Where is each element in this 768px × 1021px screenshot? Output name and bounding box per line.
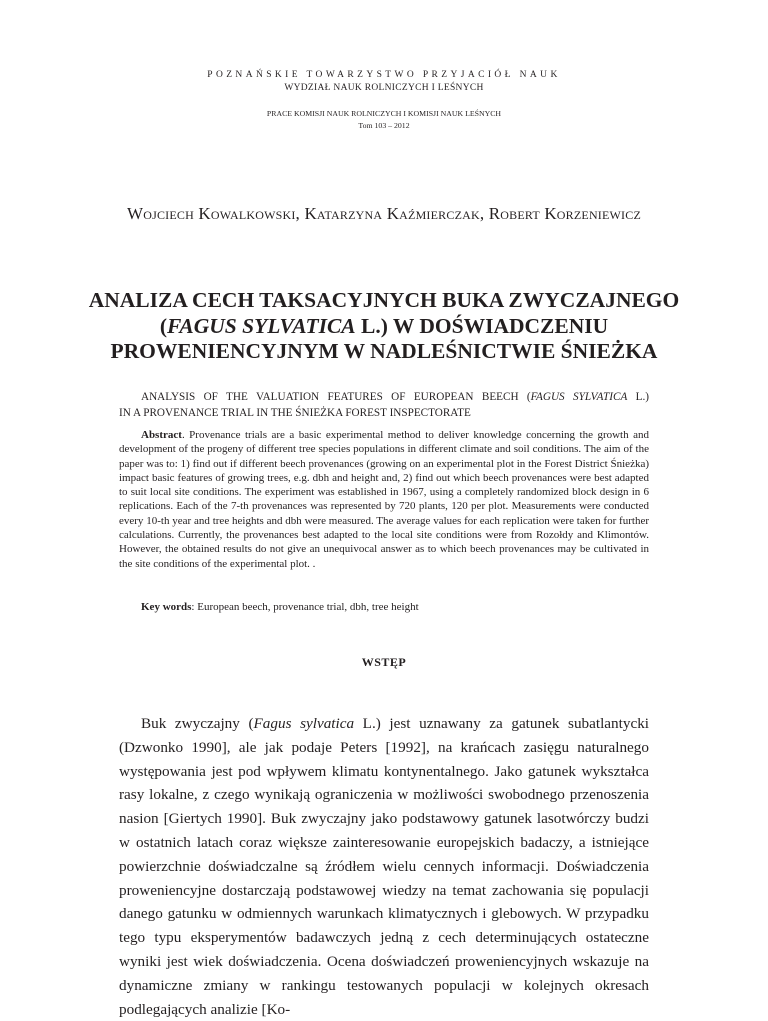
abstract-label: Abstract	[141, 429, 182, 441]
abstract	[119, 428, 649, 571]
keywords-text: : European beech, provenance trial, dbh, tree height	[191, 601, 419, 613]
title-line-3: PROWENIENCYJNYM W NADLEŚNICTWIE ŚNIEŻKA	[110, 339, 658, 363]
keywords	[141, 601, 649, 613]
society-name: POZNAŃSKIE TOWARZYSTWO PRZYJACIÓŁ NAUK	[207, 70, 561, 80]
title-line-2	[0, 314, 768, 340]
title-latin-name: FAGUS SYLVATICA	[167, 313, 356, 338]
body-text-post: L.) jest uznawany za gatunek subatlantycki (Dzwonko 1990], ale jak podaje Peters [1992], na krańcach zasięgu naturalnego występowania jest pod wpływem klimatu kontynentalnego. Jako gatunek wykształca rasy lokalne, z czego wynikają ograniczenia w możliwości swobodnego przenoszenia nasion [Giertych 1990]. Buk zwyczajny jako podstawowy gatunek lasotwórczy budzi w ostatnich latach coraz większe zainteresowanie europejskich badaczy, a istniejące powierzchnie doświadczalne są źródłem wielu cennych informacji. Doświadczenia proweniencyjne dostarczają podstawowej wiedzy na temat zachowania się populacji danego gatunku w odmiennych warunkach klimatycznych i glebowych. W przypadku tego typu eksperymentów badawczych jedną z cech determinujących ostateczne wyniki jest wiek doświadczenia. Ocena doświadczeń proweniencyjnych wskazuje na dynamiczne zmiany w rankingu testowanych populacji w kolejnych okresach podlegających analizie [Ko-	[119, 715, 650, 1018]
department-name: WYDZIAŁ NAUK ROLNICZYCH I LEŚNYCH	[284, 83, 484, 93]
series-name: PRACE KOMISJI NAUK ROLNICZYCH I KOMISJI NAUK LEŚNYCH	[266, 109, 502, 118]
volume-info: Tom 103 – 2012	[358, 121, 410, 130]
title-line-2-pre: (	[159, 313, 168, 338]
abstract-text: . Provenance trials are a basic experimental method to deliver knowledge concerning the growth and development of the progeny of different tree species populations in different climate and soil conditions. The aim of the paper was to: 1) find out if different beech provenances (growing on an experimental plot in the Forest District Śnieżka) impact basic features of growing trees, e.g. dbh and height and, 2) find out which beech provenances were best adapted to suit local site conditions. The experiment was established in 1967, using a completely randomized block design in 6 replications. Each of the 7-th provenances was represented by 720 plants, 120 per plot. Measurements were conducted every 10-th year and tree heights and dbh were measured. The average values for each replication were taken for further calculations. Currently, the provenances best adapted to the local site conditions were from Rozołdy and Klimontów. However, the obtained results do not give an unequivocal answer as to which beech provenances may be cultivated in the site conditions of the experimental plot. .	[119, 429, 649, 570]
english-title-line-1	[119, 389, 649, 405]
body-latin-name: Fagus sylvatica	[253, 715, 355, 732]
section-heading: WSTĘP	[361, 655, 407, 669]
english-title	[119, 389, 649, 421]
english-title-pre: ANALYSIS OF THE VALUATION FEATURES OF EUROPEAN BEECH (	[141, 391, 531, 403]
title-line-1: ANALIZA CECH TAKSACYJNYCH BUKA ZWYCZAJNEGO	[88, 288, 680, 312]
keywords-label: Key words	[141, 601, 192, 613]
body-text	[119, 712, 649, 1021]
paper-title	[0, 288, 768, 365]
authors: Wojciech Kowalkowski, Katarzyna Kaźmierczak, Robert Korzeniewicz	[127, 204, 641, 223]
title-line-2-post: L.) W DOŚWIADCZENIU	[355, 313, 609, 338]
body-text-pre: Buk zwyczajny (	[141, 715, 254, 732]
english-title-latin-name: FAGUS SYLVATICA	[530, 391, 628, 403]
english-title-post: L.)	[627, 391, 650, 403]
english-title-line-2: IN A PROVENANCE TRIAL IN THE ŚNIEŻKA FOREST INSPECTORATE	[119, 407, 471, 419]
